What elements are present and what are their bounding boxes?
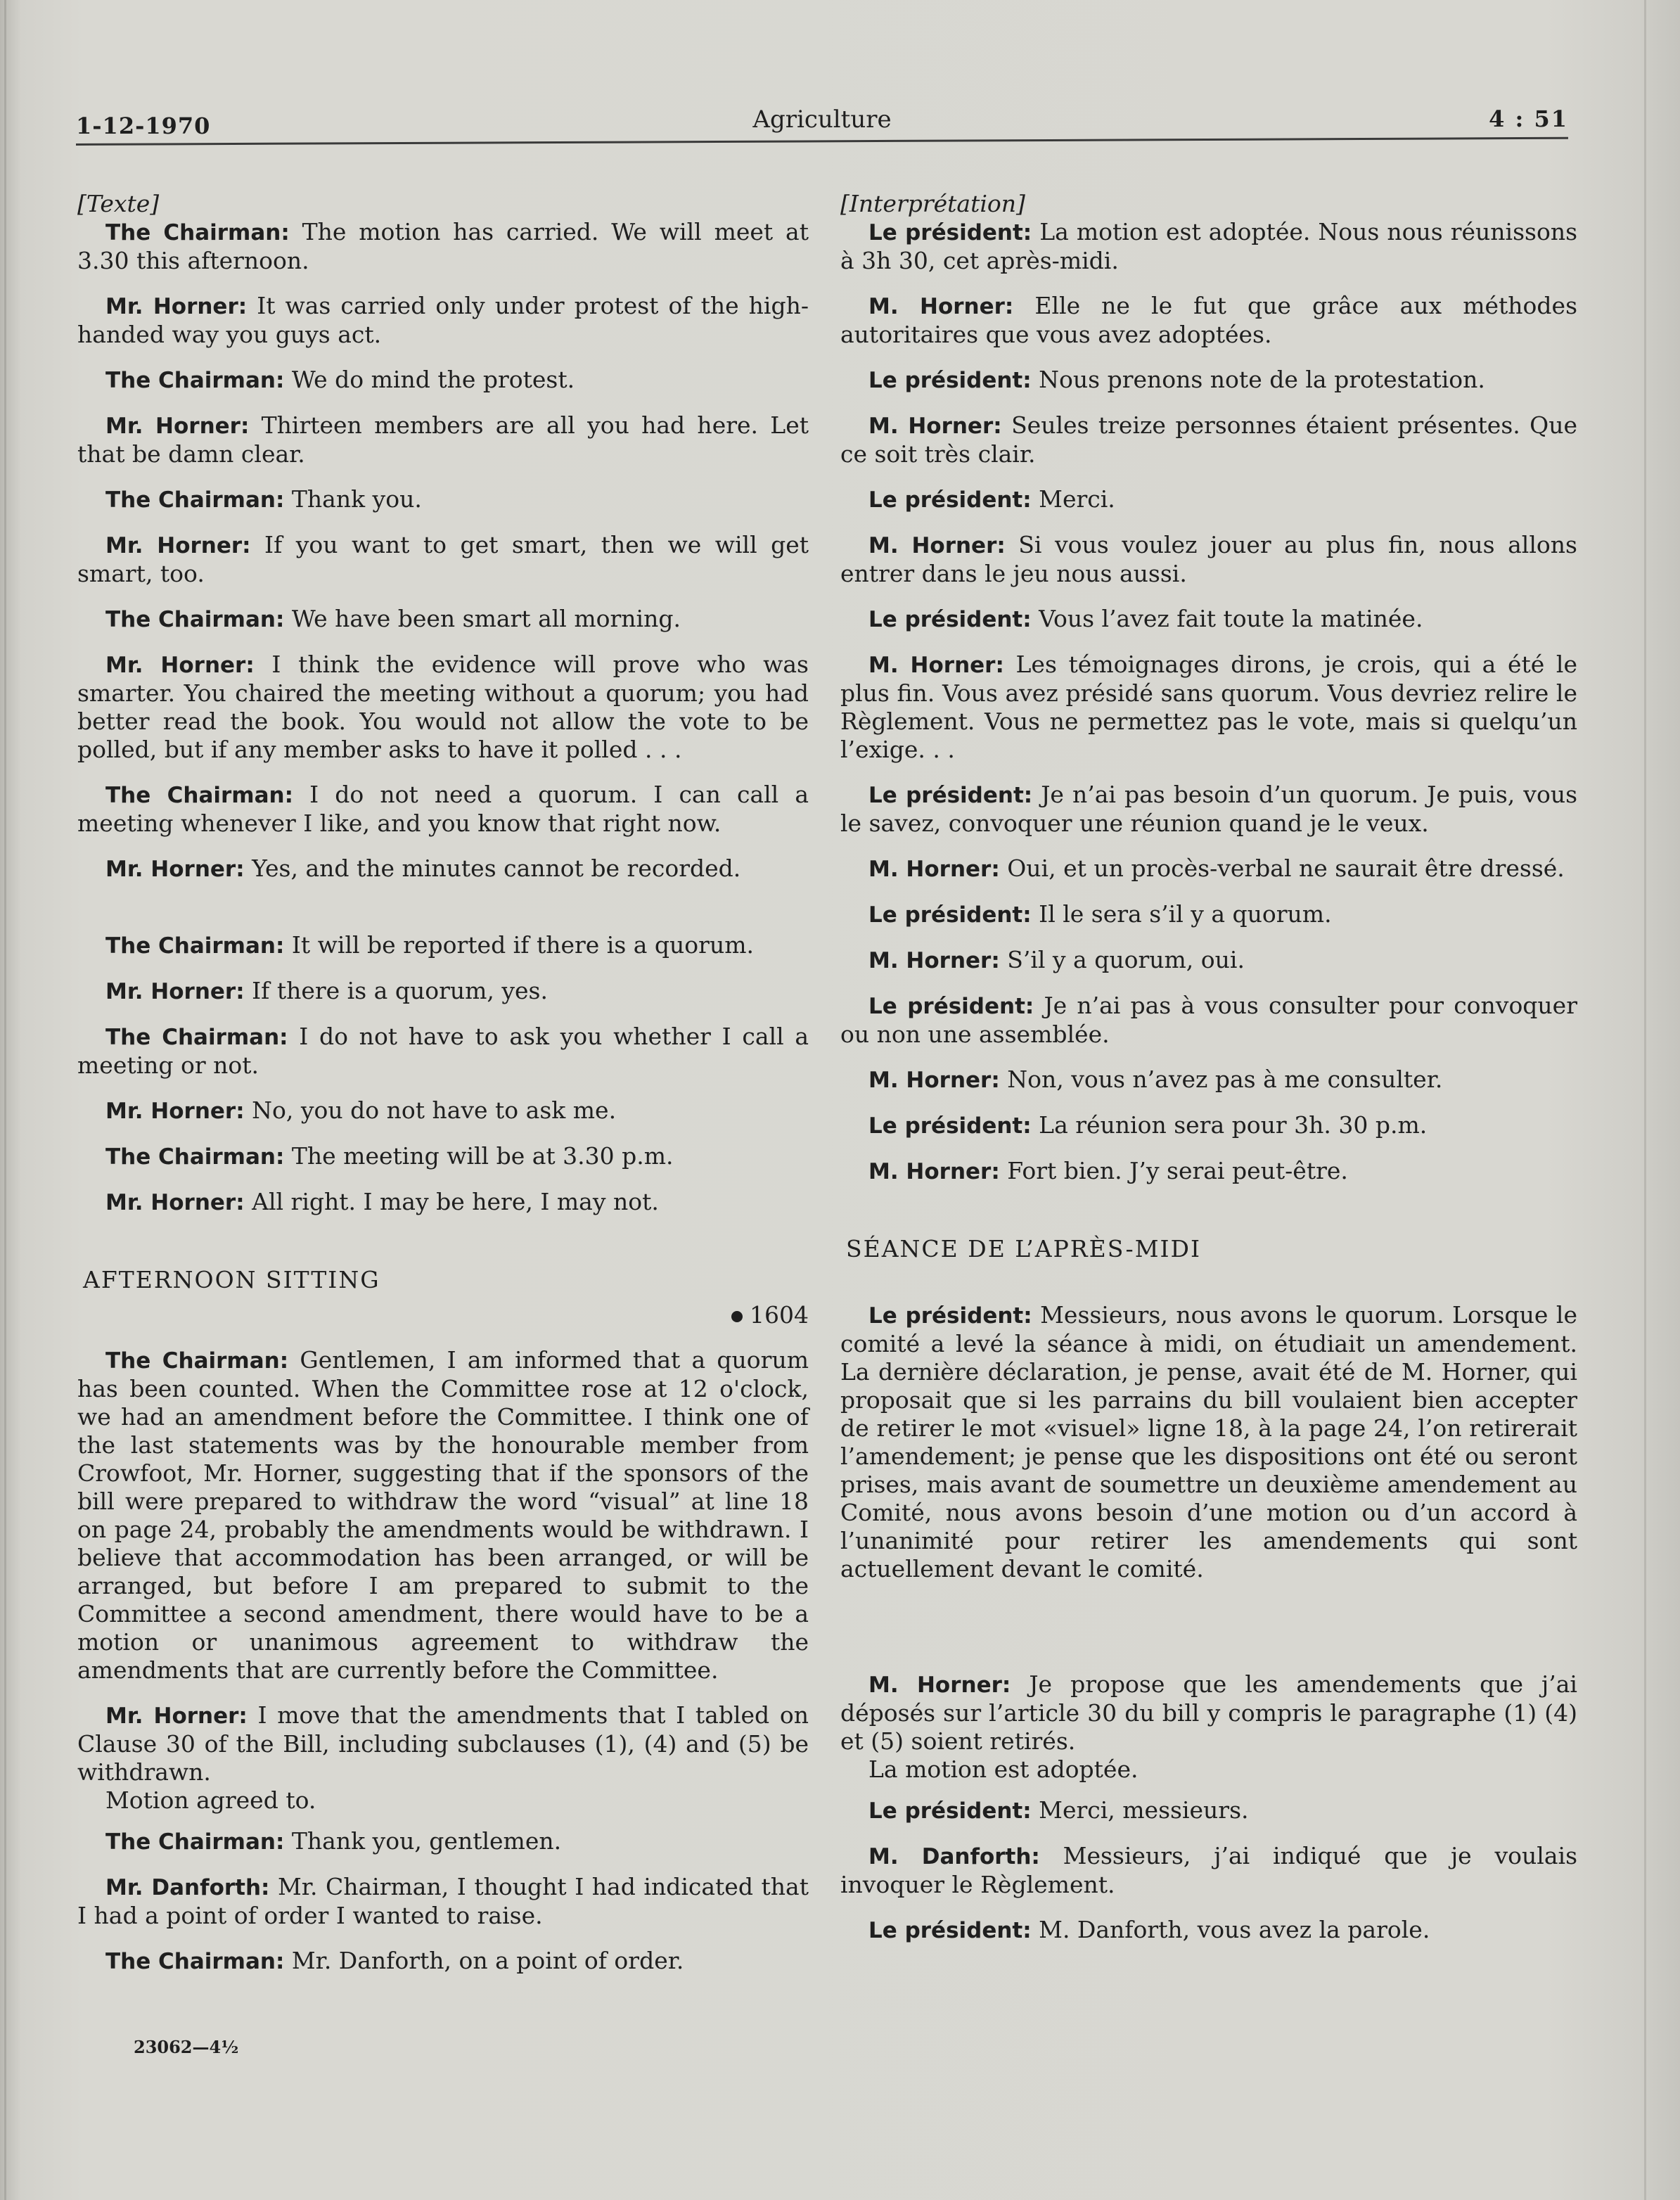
speech-paragraph — [77, 1188, 809, 1217]
header-title: Agriculture — [752, 105, 892, 134]
speaker: The Chairman: — [105, 607, 285, 632]
speech-paragraph — [840, 1157, 1577, 1186]
speech-paragraph — [77, 651, 809, 764]
speaker: Mr. Horner: — [105, 414, 250, 439]
speech-text: The motion has carried. We will meet at 3.30 this afternoon. — [77, 218, 809, 274]
language-tag: [Interprétation] — [840, 190, 1025, 217]
exchange-list-before — [840, 218, 1577, 883]
speaker: Le président: — [868, 220, 1032, 245]
speaker: M. Horner: — [868, 1068, 1000, 1093]
speech-paragraph — [840, 781, 1577, 838]
exchange-list-before — [77, 218, 809, 883]
speech-text: Non, vous n’avez pas à me consulter. — [1007, 1066, 1443, 1093]
motion-result: La motion est adoptée. — [868, 1755, 1139, 1783]
speech-text: Thank you. — [291, 485, 422, 513]
english-column — [77, 190, 809, 1993]
speaker: Le président: — [868, 1303, 1032, 1329]
speech-paragraph — [840, 1842, 1577, 1899]
speech-text: Je n’ai pas à vous consulter pour convoquer ou non une assemblée. — [840, 992, 1577, 1048]
speech-text: Messieurs, j’ai indiqué que je voulais invoquer le Règlement. — [840, 1842, 1578, 1898]
spacer — [840, 1270, 1577, 1301]
speech-paragraph — [77, 1023, 809, 1080]
speaker: Le président: — [868, 994, 1034, 1019]
speech-text: Messieurs, nous avons le quorum. Lorsque le comité a levé la séance à midi, on étudiait un amendement. La dernière déclaration, je pense, avait été de M. Horner, qui proposait que si les parrains du bill voulaient bien accepter de retirer le mot «visuel» ligne 18, à la page 24, l’on retirerait l’amendement; je pense que les dispositions ont été ou seront prises, mais avant de soumettre un deuxième amendement au Comité, nous avons besoin d’une motion ou d’un accord à l’unanimité pour retirer les amendements qui sont actuellement devant le comité. — [840, 1301, 1577, 1582]
speech-paragraph — [77, 605, 809, 634]
speaker: Mr. Horner: — [105, 533, 251, 558]
speech-paragraph — [840, 1066, 1577, 1094]
speech-text: Je propose que les amendements que j’ai déposés sur l’article 30 du bill y compris le paragraphe (1) (4) et (5) soient retirés. — [840, 1670, 1577, 1755]
binding-edge — [4, 0, 6, 2200]
speech-text: No, you do not have to ask me. — [252, 1096, 617, 1124]
speech-paragraph — [840, 1796, 1577, 1825]
bullet-icon — [731, 1311, 743, 1322]
speaker: The Chairman: — [105, 1949, 285, 1974]
speaker: M. Horner: — [868, 414, 1002, 439]
speech-text: We have been smart all morning. — [291, 605, 681, 632]
speech-text: Thank you, gentlemen. — [291, 1827, 562, 1855]
french-column — [840, 190, 1577, 1962]
speaker: The Chairman: — [105, 1025, 288, 1050]
speech-paragraph — [77, 218, 809, 275]
language-tag: [Texte] — [77, 190, 160, 217]
speaker: Mr. Horner: — [105, 857, 245, 882]
speech-text: Merci. — [1039, 485, 1115, 513]
speech-paragraph — [840, 218, 1577, 275]
speaker: Le président: — [868, 902, 1032, 928]
speaker: Le président: — [868, 368, 1032, 393]
speech-text: We do mind the protest. — [291, 366, 575, 393]
speech-paragraph — [840, 485, 1577, 514]
closing-exchanges — [840, 1796, 1577, 1945]
speech-text: La motion est adoptée. Nous nous réunissons à 3h 30, cet après-midi. — [840, 218, 1578, 274]
footer-print-code: 23062—4½ — [134, 2037, 239, 2057]
speech-text: The meeting will be at 3.30 p.m. — [291, 1142, 674, 1170]
speaker: The Chairman: — [105, 1348, 289, 1374]
speech-paragraph — [77, 1096, 809, 1125]
speech-text: It will be reported if there is a quorum. — [291, 931, 754, 959]
speech-text: Mr. Danforth, on a point of order. — [291, 1947, 684, 1974]
spacer — [840, 1600, 1577, 1670]
speech-paragraph — [840, 651, 1577, 764]
speech-paragraph — [840, 1670, 1577, 1755]
speaker: M. Horner: — [868, 857, 1000, 882]
exchange-list-mid — [840, 900, 1577, 1186]
speech-paragraph — [840, 1916, 1577, 1945]
speech-text: Fort bien. J’y serai peut-être. — [1007, 1157, 1348, 1184]
speech-paragraph — [77, 411, 809, 468]
speech-text: Vous l’avez fait toute la matinée. — [1039, 605, 1423, 632]
speech-text: S’il y a quorum, oui. — [1007, 946, 1245, 973]
speech-text: Merci, messieurs. — [1039, 1796, 1249, 1824]
speech-paragraph — [77, 1827, 809, 1856]
speech-text: I think the evidence will prove who was smarter. You chaired the meeting without a quorum; you had better read the book. You would not allow the vote to be polled, but if any member asks to have it polled . . . — [77, 651, 809, 763]
speech-paragraph — [77, 1873, 809, 1930]
time-marker — [77, 1301, 809, 1329]
speech-paragraph — [77, 1142, 809, 1171]
speech-text: Gentlemen, I am informed that a quorum has been counted. When the Committee rose at 12 o'clock, we had an amendment before the Committee. I think one of the last statements was by the honourable member from Crowfoot, Mr. Horner, suggesting that if the sponsors of the bill were prepared to withdraw the word “visual” at line 18 on page 24, probably the amendments would be withdrawn. I believe that accommodation has been arranged, or will be arranged, but before I am prepared to submit to the Committee a second amendment, there would have to be a motion or unanimous agreement to withdraw the amendments that are currently before the Committee. — [77, 1346, 809, 1684]
speech-paragraph — [77, 1346, 809, 1684]
time-marker-text: 1604 — [750, 1301, 809, 1329]
motion-result: Motion agreed to. — [105, 1786, 316, 1814]
speech-paragraph — [840, 992, 1577, 1049]
speaker: M. Horner: — [868, 533, 1006, 558]
speaker: The Chairman: — [105, 220, 290, 245]
speech-text: Mr. Chairman, I thought I had indicated that I had a point of order I wanted to raise. — [77, 1873, 809, 1929]
speech-paragraph — [840, 292, 1577, 349]
speech-text: M. Danforth, vous avez la parole. — [1039, 1916, 1430, 1943]
speech-paragraph — [840, 366, 1577, 395]
speaker: Mr. Horner: — [105, 1703, 248, 1729]
speaker: M. Horner: — [868, 1159, 1000, 1184]
speaker: Mr. Danforth: — [105, 1875, 270, 1900]
speech-text: I do not need a quorum. I can call a meeting whenever I like, and you know that right now. — [77, 781, 809, 837]
speech-paragraph — [840, 855, 1577, 883]
speaker: M. Horner: — [868, 948, 1000, 973]
speech-paragraph — [77, 366, 809, 395]
speech-paragraph — [840, 1111, 1577, 1140]
speaker: The Chairman: — [105, 1829, 285, 1855]
speaker: Le président: — [868, 1918, 1032, 1943]
speaker: Mr. Horner: — [105, 1190, 245, 1215]
speech-text: Je n’ai pas besoin d’un quorum. Je puis, vous le savez, convoquer une réunion quand je le veux. — [840, 781, 1578, 837]
speaker: Le président: — [868, 1113, 1032, 1139]
speaker: Mr. Horner: — [105, 979, 245, 1004]
speech-text: Il le sera s’il y a quorum. — [1039, 900, 1332, 928]
speaker: Mr. Horner: — [105, 1099, 245, 1124]
speaker: M. Horner: — [868, 653, 1004, 678]
speech-text: Seules treize personnes étaient présentes. Que ce soit très clair. — [840, 411, 1577, 468]
speech-paragraph — [840, 1301, 1577, 1583]
speech-paragraph — [77, 977, 809, 1006]
spacer — [77, 900, 809, 931]
speech-text: It was carried only under protest of the high-handed way you guys act. — [77, 292, 809, 348]
speech-text: If there is a quorum, yes. — [252, 977, 548, 1004]
speech-paragraph — [840, 605, 1577, 634]
speaker: M. Horner: — [868, 294, 1014, 319]
speaker: The Chairman: — [105, 1144, 285, 1170]
speaker: The Chairman: — [105, 487, 285, 513]
speaker: The Chairman: — [105, 933, 285, 959]
speech-paragraph — [840, 531, 1577, 588]
afternoon-exchanges — [77, 1346, 809, 1786]
speech-text: Elle ne le fut que grâce aux méthodes autoritaires que vous avez adoptées. — [840, 292, 1577, 348]
speech-text: I move that the amendments that I tabled on Clause 30 of the Bill, including subclauses (1), (4) and (5) be withdrawn. — [77, 1701, 809, 1786]
speech-paragraph — [77, 1947, 809, 1976]
speech-text: La réunion sera pour 3h. 30 p.m. — [1039, 1111, 1428, 1139]
afternoon-exchanges — [840, 1301, 1577, 1755]
speech-paragraph — [840, 411, 1577, 468]
speech-paragraph — [840, 900, 1577, 929]
speech-text: All right. I may be here, I may not. — [252, 1188, 659, 1215]
speech-paragraph — [77, 855, 809, 883]
speech-paragraph — [77, 781, 809, 838]
section-heading: SÉANCE DE L’APRÈS-MIDI — [846, 1235, 1202, 1262]
speech-text: Nous prenons note de la protestation. — [1039, 366, 1485, 393]
speaker: Le président: — [868, 1798, 1032, 1824]
speech-paragraph — [77, 485, 809, 514]
speech-text: Oui, et un procès-verbal ne saurait être dressé. — [1007, 855, 1565, 882]
speech-paragraph — [77, 292, 809, 349]
header-page-number: 4 : 51 — [1489, 105, 1568, 132]
speaker: Le président: — [868, 487, 1032, 513]
speech-paragraph — [77, 531, 809, 588]
right-edge — [1644, 0, 1646, 2200]
speech-paragraph — [77, 931, 809, 960]
exchange-list-mid — [77, 931, 809, 1217]
speaker: M. Horner: — [868, 1673, 1011, 1698]
speaker: Le président: — [868, 783, 1033, 808]
speaker: Mr. Horner: — [105, 294, 248, 319]
speaker: The Chairman: — [105, 783, 293, 808]
speaker: M. Danforth: — [868, 1844, 1040, 1869]
speech-text: Si vous voulez jouer au plus fin, nous allons entrer dans le jeu nous aussi. — [840, 531, 1577, 587]
speech-text: Yes, and the minutes cannot be recorded. — [252, 855, 741, 882]
speech-text: Thirteen members are all you had here. Let that be damn clear. — [77, 411, 809, 468]
speech-paragraph — [77, 1701, 809, 1786]
closing-exchanges — [77, 1827, 809, 1976]
header-date: 1-12-1970 — [76, 113, 211, 139]
speaker: Mr. Horner: — [105, 653, 255, 678]
speech-paragraph — [840, 946, 1577, 975]
speech-text: I do not have to ask you whether I call a meeting or not. — [77, 1023, 809, 1079]
speech-text: Les témoignages dirons, je crois, qui a été le plus fin. Vous avez présidé sans quorum. Vous devriez relire le Règlement. Vous ne permettez pas le vote, mais si quelqu’un l’exige. . . — [840, 651, 1577, 763]
speaker: Le président: — [868, 607, 1032, 632]
speech-text: If you want to get smart, then we will get smart, too. — [77, 531, 809, 587]
section-heading: AFTERNOON SITTING — [83, 1266, 380, 1293]
speaker: The Chairman: — [105, 368, 285, 393]
